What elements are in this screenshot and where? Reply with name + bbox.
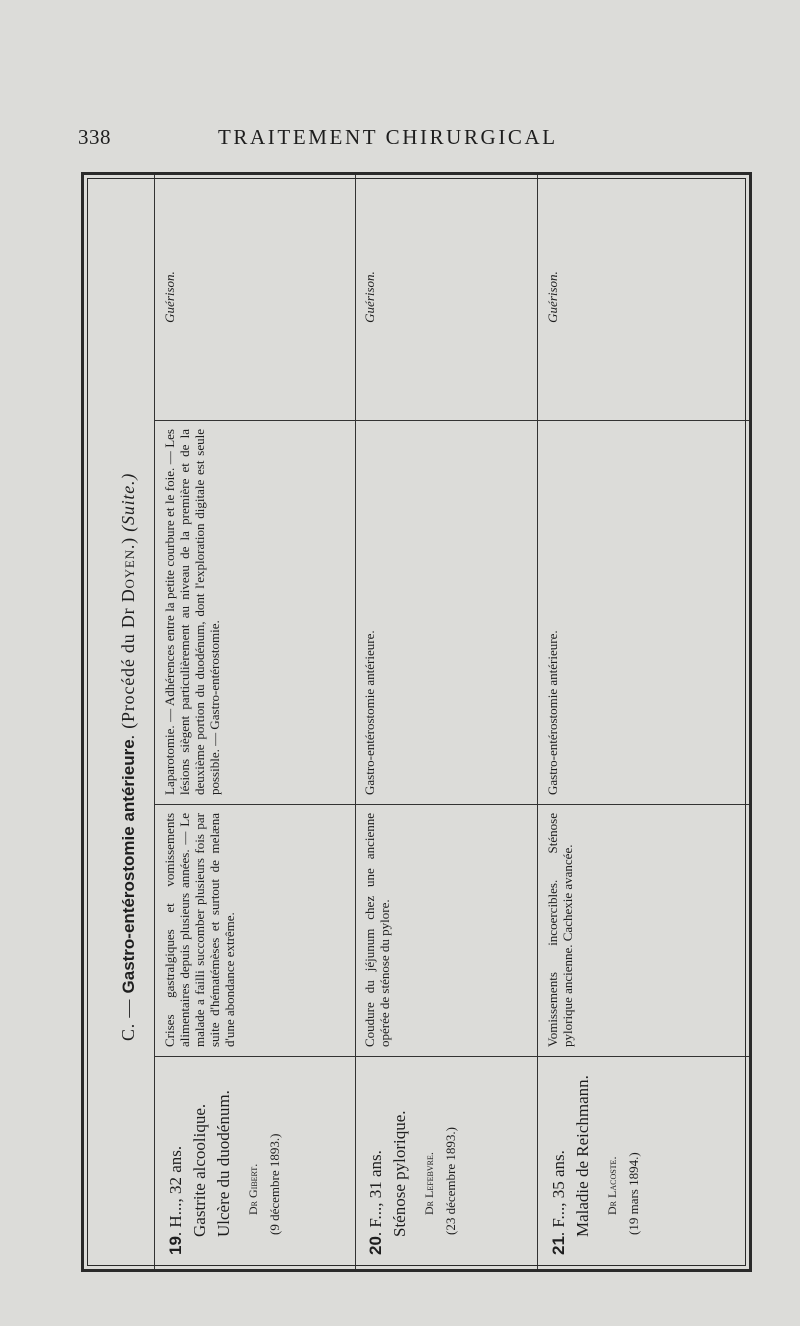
case-date: (23 décembre 1893.) [443, 1127, 458, 1235]
table-row [356, 175, 536, 1269]
caption-suite: (Suite.) [118, 472, 138, 532]
result-cell: Guérison. [545, 271, 560, 323]
table-row [539, 175, 749, 1269]
table-caption [118, 175, 148, 1269]
page-number: 338 [78, 125, 111, 149]
case-number: 20 [366, 1236, 385, 1255]
result-cell: Guérison. [362, 271, 377, 323]
column-divider [154, 804, 749, 805]
diagnosis: Sténose pylorique. [390, 1110, 409, 1237]
patient-info: . F..., 31 ans. [366, 1150, 385, 1237]
column-divider [154, 420, 749, 421]
column-divider [154, 1056, 749, 1057]
page-header [0, 125, 800, 155]
row-divider [537, 175, 538, 1269]
caption-divider [154, 175, 155, 1269]
diagnosis: Gastrite alcoolique. [190, 1103, 209, 1237]
doctor-name: Dr Lacoste. [605, 1156, 619, 1215]
diagnosis: Maladie de Reichmann. [573, 1075, 592, 1237]
case-date: (19 mars 1894.) [626, 1152, 641, 1235]
patient-line [364, 1063, 388, 1255]
case-date: (9 décembre 1893.) [267, 1133, 282, 1235]
case-number: 21 [549, 1236, 568, 1255]
symptoms-cell: Coudure du jéjunum chez une ancienne opérée de sténose du pylore. [362, 813, 392, 1047]
table-row [156, 175, 354, 1269]
caption-bold: Gastro-entérostomie antérieure [119, 739, 138, 994]
case-number: 19 [166, 1236, 185, 1255]
symptoms-cell: Crises gastralgiques et vomissements alimentaires depuis plusieurs années. — Le malade a failli succomber plusieurs fois par suite d'hématémèses et surtout de melæna d'une abondance extrême. [162, 813, 237, 1047]
patient-info: . H..., 32 ans. [166, 1145, 185, 1237]
caption-lead: C. — [118, 993, 138, 1041]
caption-name: Doyen [118, 549, 138, 603]
rotated-table [84, 175, 749, 1269]
table-frame [81, 172, 752, 1272]
diagnosis: Ulcère du duodénum. [214, 1090, 233, 1237]
patient-cell [539, 1057, 749, 1269]
patient-info: . F..., 35 ans. [549, 1150, 568, 1237]
patient-line [547, 1063, 571, 1255]
caption-end: .) [118, 531, 138, 550]
running-title: TRAITEMENT CHIRURGICAL [218, 125, 558, 149]
caption-mid: . (Procédé du Dr [118, 602, 138, 740]
doctor-name: Dr Gibert. [246, 1163, 260, 1215]
doctor-name: Dr Lefebvre. [422, 1152, 436, 1215]
patient-cell [156, 1057, 354, 1269]
result-cell: Guérison. [162, 271, 177, 323]
symptoms-cell: Vomissements incoercibles. Sténose pylorique ancienne. Cachexie avancée. [545, 813, 575, 1047]
row-divider [355, 175, 356, 1269]
operation-cell: Gastro-entérostomie antérieure. [362, 630, 377, 795]
patient-line [164, 1063, 188, 1255]
operation-cell: Gastro-entérostomie antérieure. [545, 630, 560, 795]
operation-cell: Laparotomie. — Adhérences entre la petite courbure et le foie. — Les lésions siègent particulièrement au niveau de la première et de la deuxième portion du duodénum, dont l'exploration digitale est seule possible. — Gastro-entérostomie. [162, 429, 222, 795]
patient-cell [356, 1057, 536, 1269]
